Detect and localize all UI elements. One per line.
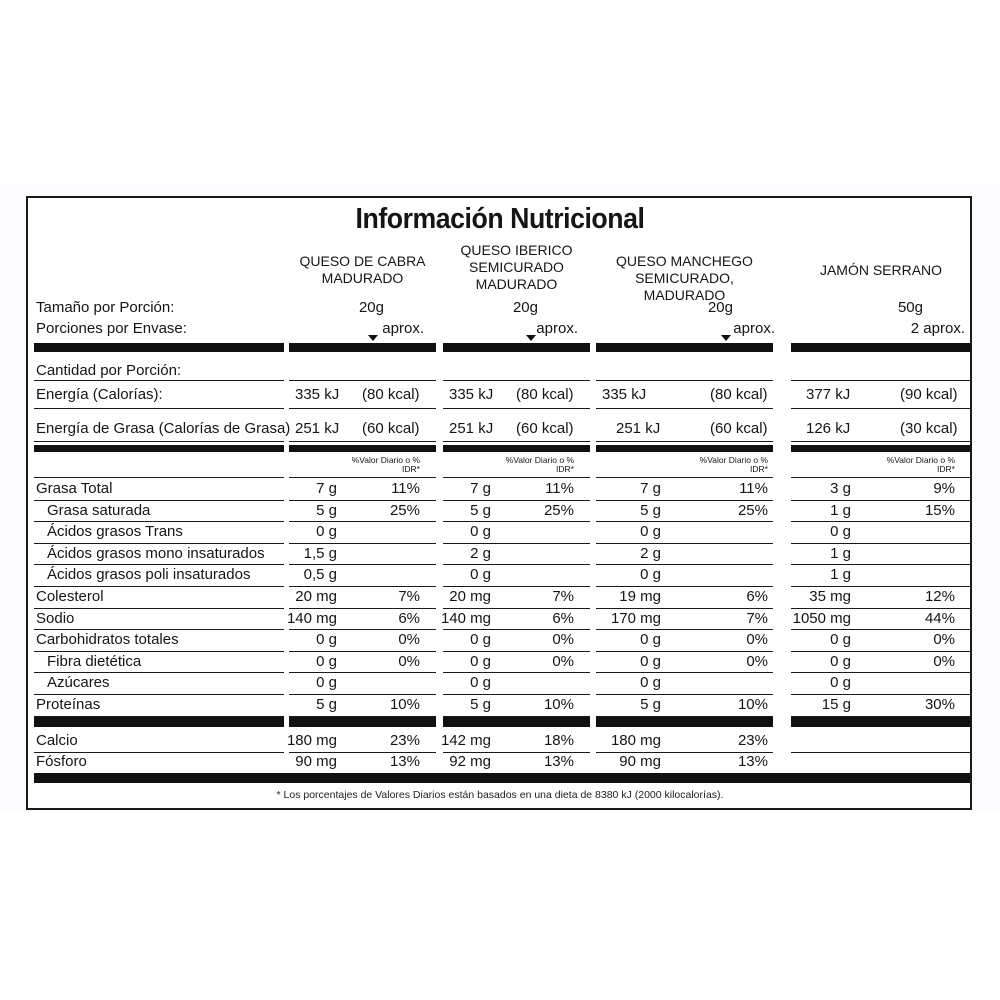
mineral-amount: 92 mg <box>449 753 491 770</box>
row-divider <box>34 586 284 587</box>
serving-size-label: Tamaño por Porción: <box>36 299 175 316</box>
nutrient-amount: 5 g <box>470 696 491 713</box>
row-divider <box>289 586 436 587</box>
serving-size-value: 20g <box>512 299 538 316</box>
section-bar <box>34 717 284 727</box>
row-divider <box>596 694 773 695</box>
section-bar <box>791 717 971 727</box>
fat-energy-kj: 251 kJ <box>295 420 340 437</box>
energy-kcal: (80 kcal) <box>362 386 420 403</box>
nutrient-amount: 5 g <box>470 501 491 519</box>
row-divider <box>596 672 773 673</box>
column-header: QUESO MANCHEGO SEMICURADO, MADURADO <box>616 253 753 303</box>
nutrient-dv: 9% <box>933 480 955 497</box>
nutrient-dv: 0% <box>398 631 420 649</box>
nutrient-dv: 0% <box>552 652 574 670</box>
mineral-dv: 23% <box>389 732 420 749</box>
nutrient-label: Colesterol <box>36 588 104 605</box>
nutrient-amount: 0,5 g <box>303 566 337 584</box>
row-divider <box>791 521 971 522</box>
nutrient-label: Ácidos grasos poli insaturados <box>47 566 251 584</box>
fat-energy-kcal: (30 kcal) <box>900 420 958 437</box>
nutrient-amount: 20 mg <box>449 588 491 605</box>
nutrient-label: Grasa Total <box>36 480 113 497</box>
dv-header: %Valor Diario o % IDR* <box>699 455 768 474</box>
nutrient-amount: 20 mg <box>295 588 337 605</box>
servings-per-pack-value: aprox. <box>382 320 424 337</box>
row-divider <box>289 629 436 630</box>
row-divider <box>443 441 590 442</box>
row-divider <box>443 521 590 522</box>
mineral-label: Calcio <box>36 732 78 749</box>
row-divider <box>596 441 773 442</box>
nutrient-amount: 1050 mg <box>792 609 851 627</box>
row-divider <box>34 564 284 565</box>
mineral-amount: 90 mg <box>619 753 661 770</box>
row-divider <box>791 441 971 442</box>
row-divider <box>289 564 436 565</box>
section-bar <box>596 445 773 452</box>
nutrient-dv: 0% <box>746 631 768 649</box>
nutrient-amount: 7 g <box>640 480 661 497</box>
nutrient-amount: 0 g <box>830 523 851 541</box>
section-bar <box>289 445 436 452</box>
serving-size-value: 20g <box>707 299 733 316</box>
row-divider <box>791 477 971 478</box>
nutrient-amount: 5 g <box>640 696 661 713</box>
nutrient-dv: 0% <box>398 652 420 670</box>
nutrient-amount: 0 g <box>640 566 661 584</box>
row-divider <box>596 521 773 522</box>
row-divider <box>34 477 284 478</box>
nutrient-dv: 15% <box>924 501 955 519</box>
nutrient-amount: 0 g <box>316 523 337 541</box>
row-divider <box>596 408 773 409</box>
nutrient-amount: 140 mg <box>286 609 337 627</box>
serving-size-value: 20g <box>358 299 384 316</box>
mineral-dv: 18% <box>543 732 574 749</box>
nutrient-dv: 12% <box>924 588 955 605</box>
nutrient-amount: 1 g <box>830 544 851 562</box>
row-divider <box>791 752 971 753</box>
row-divider <box>443 408 590 409</box>
nutrient-amount: 35 mg <box>809 588 851 605</box>
nutrient-amount: 0 g <box>640 631 661 649</box>
nutrient-amount: 1,5 g <box>303 544 337 562</box>
section-bar <box>443 445 590 452</box>
section-bar <box>289 717 436 727</box>
serving-size-value: 50g <box>897 299 923 316</box>
nutrient-amount: 0 g <box>470 523 491 541</box>
section-bar <box>289 343 436 352</box>
mineral-label: Fósforo <box>36 753 87 770</box>
nutrient-dv: 11% <box>739 480 768 497</box>
nutrient-amount: 0 g <box>316 631 337 649</box>
nutrient-amount: 1 g <box>830 566 851 584</box>
nutrient-amount: 0 g <box>470 566 491 584</box>
row-divider <box>791 564 971 565</box>
nutrient-dv: 25% <box>737 501 768 519</box>
nutrient-dv: 11% <box>391 480 420 497</box>
nutrient-label: Carbohidratos totales <box>36 631 179 649</box>
nutrient-amount: 7 g <box>316 480 337 497</box>
nutrient-dv: 0% <box>552 631 574 649</box>
energy-kcal: (80 kcal) <box>710 386 768 403</box>
energy-kj: 335 kJ <box>295 386 340 403</box>
nutrient-amount: 0 g <box>316 674 337 692</box>
nutrient-dv: 25% <box>389 501 420 519</box>
row-divider <box>443 586 590 587</box>
servings-per-pack-value: aprox. <box>733 320 775 337</box>
footnote: * Los porcentajes de Valores Diarios están basados en una dieta de 8380 kJ (2000 kilocalorías). <box>276 789 724 801</box>
row-divider <box>791 380 971 381</box>
nutrient-label: Sodio <box>36 609 75 627</box>
fat-energy-label: Energía de Grasa (Calorías de Grasa) <box>36 420 291 437</box>
pointer-mark <box>368 335 378 341</box>
nutrient-label: Azúcares <box>47 674 110 692</box>
nutrient-dv: 6% <box>746 588 768 605</box>
mineral-dv: 13% <box>737 753 768 770</box>
row-divider <box>289 408 436 409</box>
row-divider <box>443 564 590 565</box>
nutrient-dv: 25% <box>543 501 574 519</box>
row-divider <box>791 694 971 695</box>
row-divider <box>289 477 436 478</box>
mineral-amount: 180 mg <box>286 732 337 749</box>
nutrient-dv: 10% <box>543 696 574 713</box>
nutrient-label: Grasa saturada <box>47 501 151 519</box>
row-divider <box>596 629 773 630</box>
pointer-mark <box>721 335 731 341</box>
nutrient-amount: 170 mg <box>610 609 661 627</box>
nutrient-amount: 19 mg <box>619 588 661 605</box>
row-divider <box>289 672 436 673</box>
nutrient-dv: 0% <box>933 652 955 670</box>
nutrient-dv: 6% <box>552 609 574 627</box>
fat-energy-kcal: (60 kcal) <box>516 420 574 437</box>
nutrient-amount: 0 g <box>640 674 661 692</box>
row-divider <box>34 672 284 673</box>
row-divider <box>791 408 971 409</box>
section-bar <box>596 717 773 727</box>
nutrient-amount: 2 g <box>470 544 491 562</box>
section-bar <box>34 773 970 783</box>
mineral-amount: 180 mg <box>610 732 661 749</box>
label-title: Información Nutricional <box>355 203 645 235</box>
servings-per-pack-label: Porciones por Envase: <box>36 320 187 337</box>
nutrient-dv: 7% <box>398 588 420 605</box>
row-divider <box>596 586 773 587</box>
nutrient-amount: 0 g <box>316 652 337 670</box>
row-divider <box>289 380 436 381</box>
nutrient-amount: 0 g <box>830 631 851 649</box>
nutrient-dv: 7% <box>552 588 574 605</box>
fat-energy-kj: 126 kJ <box>806 420 851 437</box>
servings-per-pack-value: aprox. <box>536 320 578 337</box>
energy-label: Energía (Calorías): <box>36 386 163 403</box>
row-divider <box>443 380 590 381</box>
row-divider <box>596 477 773 478</box>
row-divider <box>34 521 284 522</box>
nutrient-dv: 7% <box>746 609 768 627</box>
row-divider <box>443 694 590 695</box>
row-divider <box>34 629 284 630</box>
nutrient-dv: 11% <box>545 480 574 497</box>
nutrient-amount: 0 g <box>830 652 851 670</box>
row-divider <box>289 441 436 442</box>
fat-energy-kcal: (60 kcal) <box>710 420 768 437</box>
row-divider <box>596 564 773 565</box>
mineral-amount: 142 mg <box>440 732 491 749</box>
nutrient-dv: 10% <box>737 696 768 713</box>
column-header: QUESO DE CABRA MADURADO <box>299 253 426 286</box>
nutrient-dv: 0% <box>933 631 955 649</box>
dv-header: %Valor Diario o % IDR* <box>505 455 574 474</box>
nutrient-amount: 0 g <box>830 674 851 692</box>
nutrient-amount: 7 g <box>470 480 491 497</box>
dv-header: %Valor Diario o % IDR* <box>886 455 955 474</box>
fat-energy-kj: 251 kJ <box>449 420 494 437</box>
row-divider <box>34 694 284 695</box>
row-divider <box>34 441 284 442</box>
row-divider <box>289 521 436 522</box>
row-divider <box>791 586 971 587</box>
row-divider <box>443 477 590 478</box>
nutrient-dv: 44% <box>924 609 955 627</box>
nutrient-amount: 0 g <box>470 652 491 670</box>
nutrient-label: Ácidos grasos mono insaturados <box>47 544 265 562</box>
section-bar <box>791 445 971 452</box>
mineral-amount: 90 mg <box>295 753 337 770</box>
energy-kcal: (80 kcal) <box>516 386 574 403</box>
nutrient-dv: 30% <box>924 696 955 713</box>
energy-kj: 335 kJ <box>449 386 494 403</box>
nutrient-dv: 6% <box>398 609 420 627</box>
dv-header: %Valor Diario o % IDR* <box>351 455 420 474</box>
nutrient-amount: 0 g <box>640 652 661 670</box>
nutrient-amount: 3 g <box>830 480 851 497</box>
row-divider <box>596 380 773 381</box>
nutrient-amount: 5 g <box>316 501 337 519</box>
energy-kcal: (90 kcal) <box>900 386 958 403</box>
row-divider <box>791 672 971 673</box>
nutrient-amount: 15 g <box>821 696 851 713</box>
nutrient-label: Ácidos grasos Trans <box>47 523 183 541</box>
mineral-dv: 13% <box>389 753 420 770</box>
section-bar <box>34 445 284 452</box>
energy-kj: 335 kJ <box>602 386 647 403</box>
nutrient-amount: 5 g <box>640 501 661 519</box>
row-divider <box>443 672 590 673</box>
servings-per-pack-value: 2 aprox. <box>910 320 965 337</box>
section-bar <box>791 343 971 352</box>
nutrient-dv: 10% <box>389 696 420 713</box>
row-divider <box>34 408 284 409</box>
row-divider <box>289 694 436 695</box>
mineral-dv: 13% <box>543 753 574 770</box>
nutrient-amount: 1 g <box>830 501 851 519</box>
nutrient-amount: 140 mg <box>440 609 491 627</box>
nutrient-amount: 5 g <box>316 696 337 713</box>
nutrient-amount: 2 g <box>640 544 661 562</box>
amount-per-serving-label: Cantidad por Porción: <box>36 362 182 379</box>
nutrient-amount: 0 g <box>640 523 661 541</box>
section-bar <box>443 717 590 727</box>
row-divider <box>34 380 284 381</box>
column-header: JAMÓN SERRANO <box>819 262 943 278</box>
nutrient-label: Fibra dietética <box>47 652 142 670</box>
column-header: QUESO IBERICO SEMICURADO MADURADO <box>460 242 573 292</box>
section-bar <box>443 343 590 352</box>
energy-kj: 377 kJ <box>806 386 851 403</box>
row-divider <box>443 629 590 630</box>
section-bar <box>34 343 284 352</box>
fat-energy-kcal: (60 kcal) <box>362 420 420 437</box>
mineral-dv: 23% <box>737 732 768 749</box>
row-divider <box>791 629 971 630</box>
section-bar <box>596 343 773 352</box>
nutrient-amount: 0 g <box>470 674 491 692</box>
nutrient-amount: 0 g <box>470 631 491 649</box>
fat-energy-kj: 251 kJ <box>616 420 661 437</box>
nutrient-label: Proteínas <box>36 696 101 713</box>
pointer-mark <box>526 335 536 341</box>
nutrient-dv: 0% <box>746 652 768 670</box>
